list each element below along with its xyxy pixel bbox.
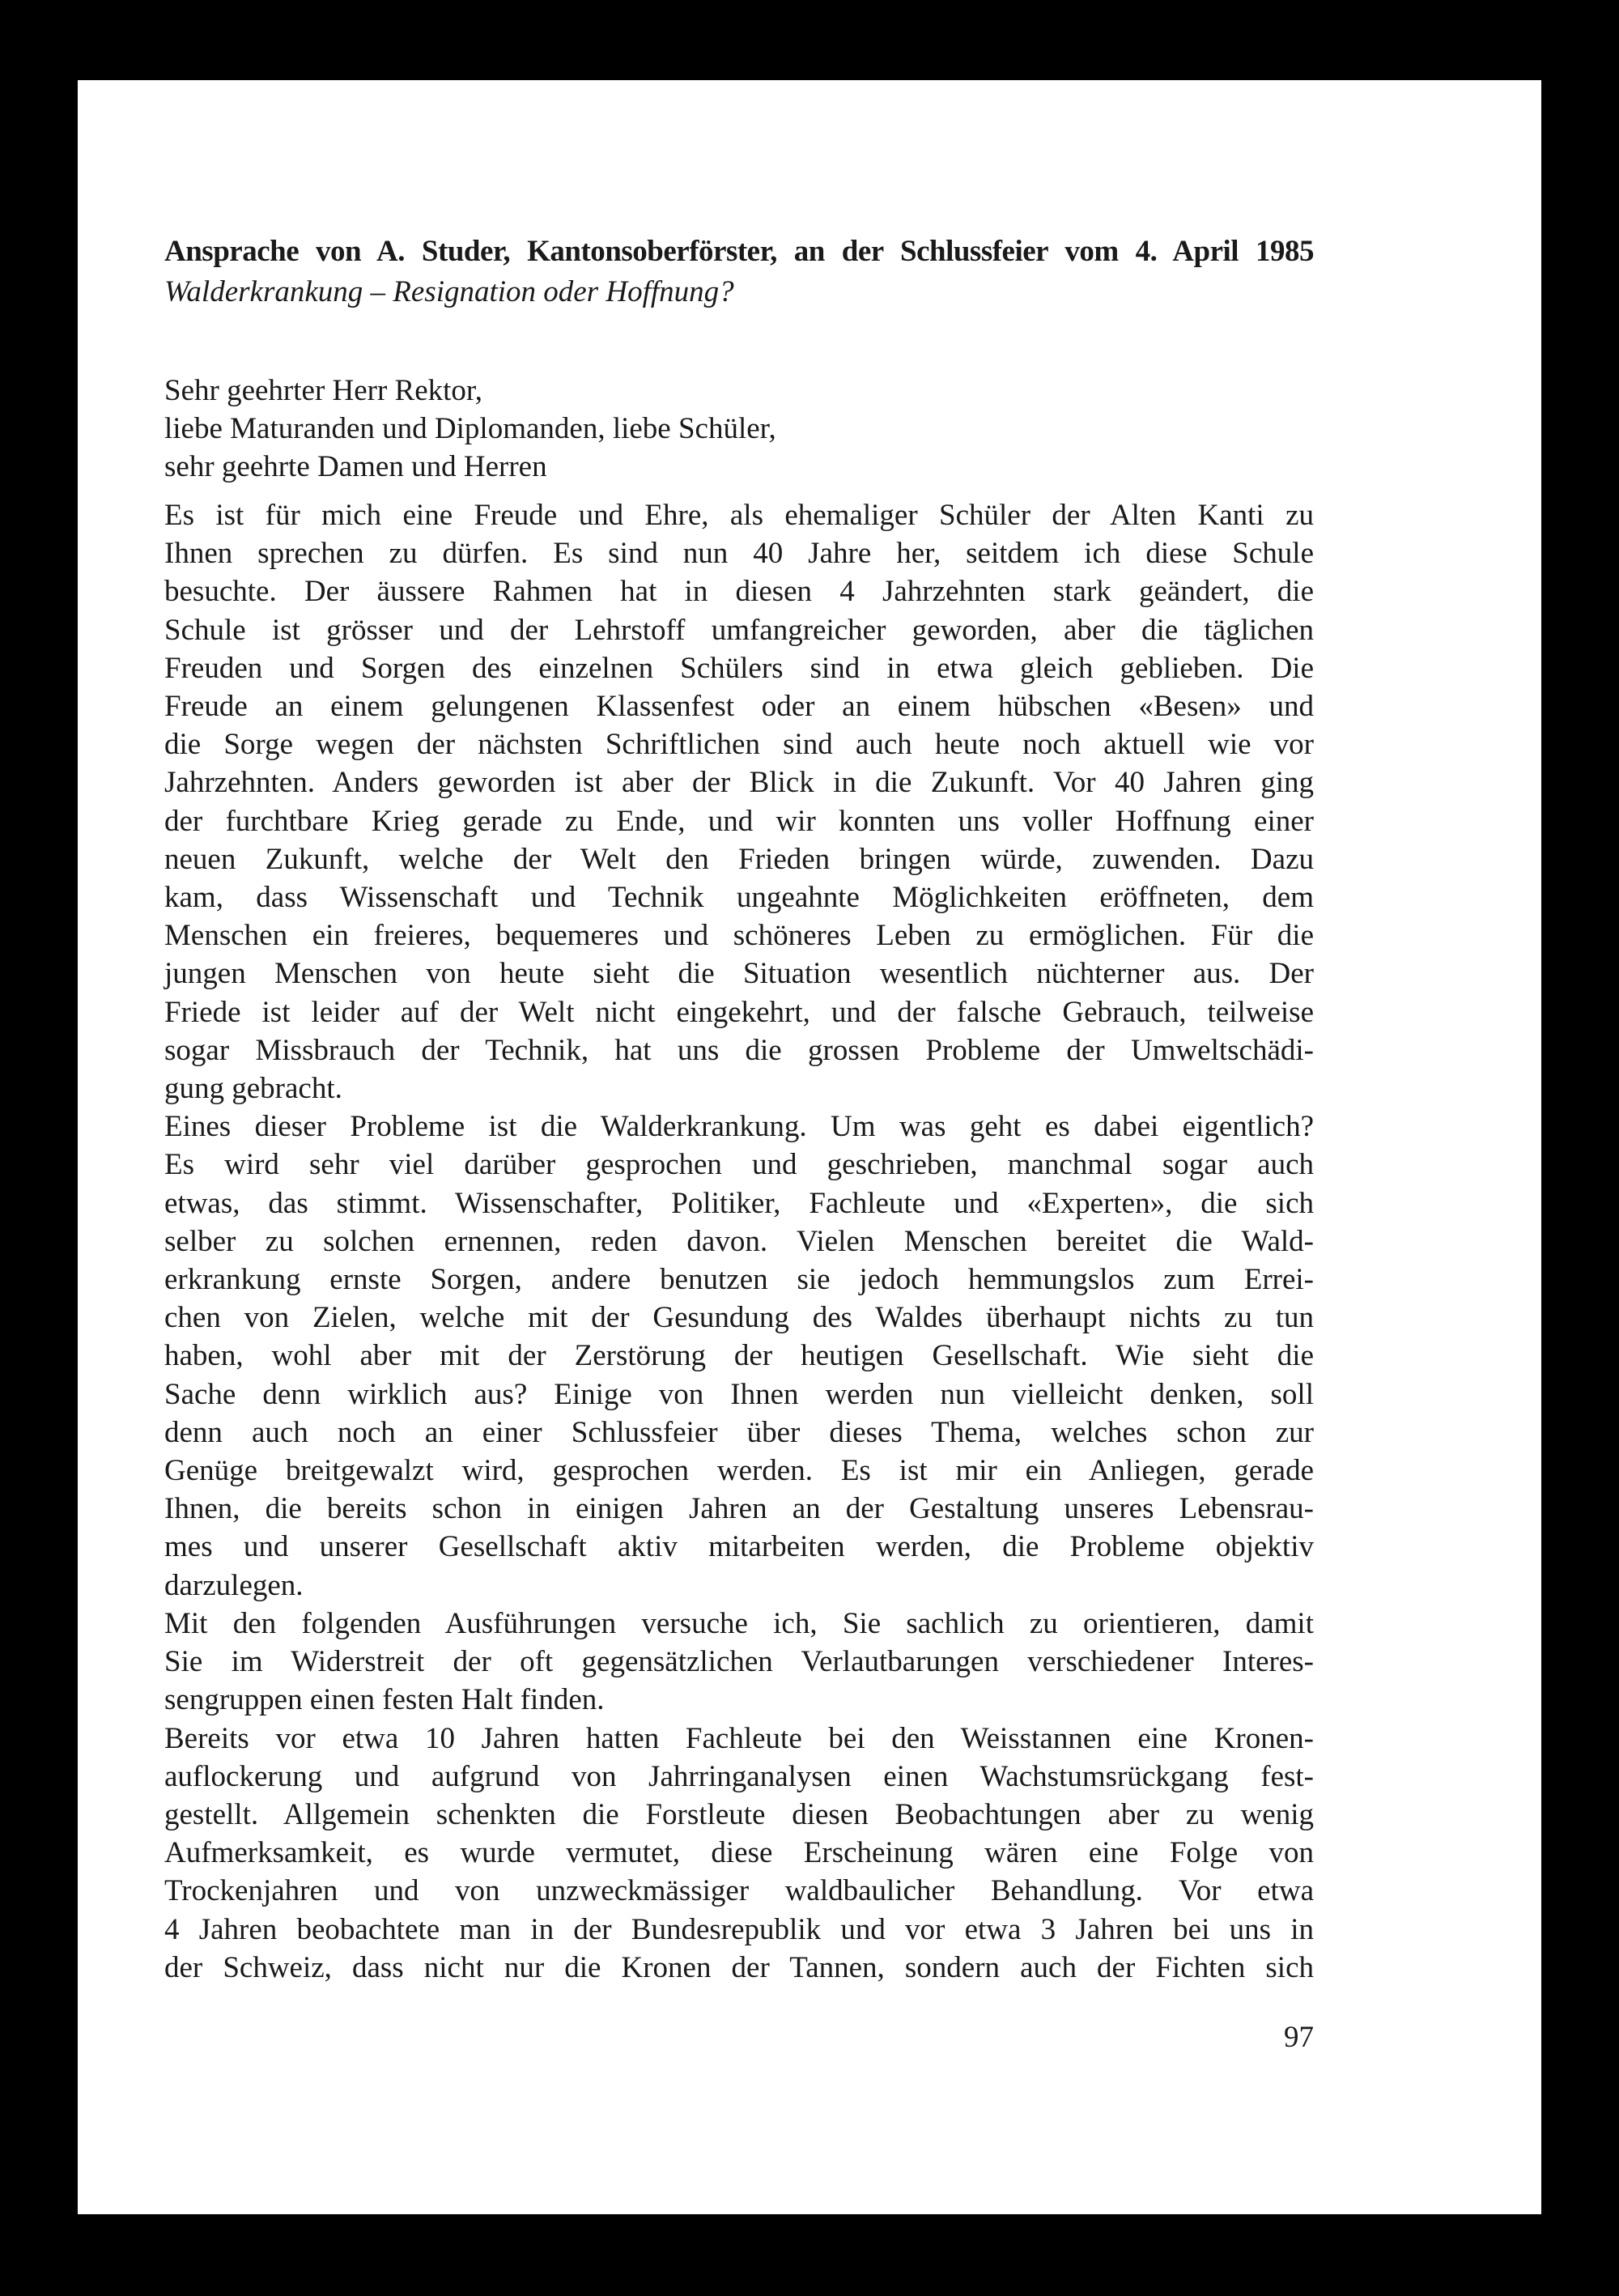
text-line: chen von Zielen, welche mit der Gesundung des Waldes überhaupt nichts zu tun xyxy=(164,1301,1314,1335)
text-line: erkrankung ernste Sorgen, andere benutzen sie jedoch hemmungslos zum Errei- xyxy=(164,1263,1314,1297)
salutation-line: Sehr geehrter Herr Rektor, xyxy=(164,374,483,407)
text-line: jungen Menschen von heute sieht die Situation wesentlich nüchterner aus. Der xyxy=(164,957,1314,991)
text-line: neuen Zukunft, welche der Welt den Frieden bringen würde, zuwenden. Dazu xyxy=(164,842,1314,876)
text-line: etwas, das stimmt. Wissenschafter, Politiker, Fachleute und «Experten», die sich xyxy=(164,1186,1314,1220)
text-line: der Schweiz, dass nicht nur die Kronen der Tannen, sondern auch der Fichten sich xyxy=(164,1950,1314,1984)
text-line: Bereits vor etwa 10 Jahren hatten Fachleute bei den Weisstannen eine Kronen- xyxy=(164,1721,1314,1755)
text-line: 4 Jahren beobachtete man in der Bundesrepublik und vor etwa 3 Jahren bei uns in xyxy=(164,1912,1314,1946)
text-line: kam, dass Wissenschaft und Technik ungeahnte Möglichkeiten eröffneten, dem xyxy=(164,881,1314,915)
text-line: Es wird sehr viel darüber gesprochen und geschrieben, manchmal sogar auch xyxy=(164,1148,1314,1182)
text-line: Freude an einem gelungenen Klassenfest oder an einem hübschen «Besen» und xyxy=(164,690,1314,724)
salutation-line: liebe Maturanden und Diplomanden, liebe Schüler, xyxy=(164,412,776,445)
text-line: mes und unserer Gesellschaft aktiv mitarbeiten werden, die Probleme objektiv xyxy=(164,1530,1314,1564)
text-line: darzulegen. xyxy=(164,1568,304,1602)
text-line: die Sorge wegen der nächsten Schriftlichen sind auch heute noch aktuell wie vor xyxy=(164,728,1314,762)
text-line: besuchte. Der äussere Rahmen hat in diesen 4 Jahrzehnten stark geändert, die xyxy=(164,575,1314,609)
text-line: denn auch noch an einer Schlussfeier über dieses Thema, welches schon zur xyxy=(164,1415,1314,1449)
text-line: Sie im Widerstreit der oft gegensätzlichen Verlautbarungen verschiedener Interes- xyxy=(164,1645,1314,1679)
text-line: Menschen ein freieres, bequemeres und schöneres Leben zu ermöglichen. Für die xyxy=(164,919,1314,953)
text-line: sogar Missbrauch der Technik, hat uns die grossen Probleme der Umweltschädi- xyxy=(164,1033,1314,1067)
text-line: selber zu solchen ernennen, reden davon. Vielen Menschen bereitet die Wald- xyxy=(164,1224,1314,1258)
text-line: Genüge breitgewalzt wird, gesprochen werden. Es ist mir ein Anliegen, gerade xyxy=(164,1454,1314,1488)
text-line: Schule ist grösser und der Lehrstoff umfangreicher geworden, aber die täglichen xyxy=(164,613,1314,647)
text-line: auflockerung und aufgrund von Jahrringanalysen einen Wachstumsrückgang fest- xyxy=(164,1759,1314,1793)
text-line: Freuden und Sorgen des einzelnen Schülers sind in etwa gleich geblieben. Die xyxy=(164,651,1314,685)
text-line: Jahrzehnten. Anders geworden ist aber der Blick in die Zukunft. Vor 40 Jahren ging xyxy=(164,766,1314,800)
speech-subtitle: Walderkrankung – Resignation oder Hoffnung? xyxy=(164,275,734,308)
speech-title: Ansprache von A. Studer, Kantonsoberförster, an der Schlussfeier vom 4. April 1985 xyxy=(164,235,1314,268)
text-line: Trockenjahren und von unzweckmässiger waldbaulicher Behandlung. Vor etwa xyxy=(164,1874,1314,1908)
salutation xyxy=(164,372,776,486)
text-line: sengruppen einen festen Halt finden. xyxy=(164,1683,605,1717)
page-number: 97 xyxy=(1284,2021,1314,2054)
document-page xyxy=(78,80,1541,2214)
text-line: Friede ist leider auf der Welt nicht eingekehrt, und der falsche Gebrauch, teilweise xyxy=(164,995,1314,1029)
text-line: Es ist für mich eine Freude und Ehre, als ehemaliger Schüler der Alten Kanti zu xyxy=(164,499,1314,532)
text-line: Aufmerksamkeit, es wurde vermutet, diese Erscheinung wären eine Folge von xyxy=(164,1836,1314,1870)
text-line: gung gebracht. xyxy=(164,1072,342,1106)
text-line: haben, wohl aber mit der Zerstörung der heutigen Gesellschaft. Wie sieht die xyxy=(164,1339,1314,1373)
text-line: Mit den folgenden Ausführungen versuche ich, Sie sachlich zu orientieren, damit xyxy=(164,1606,1314,1640)
text-line: gestellt. Allgemein schenkten die Forstleute diesen Beobachtungen aber zu wenig xyxy=(164,1797,1314,1831)
salutation-line: sehr geehrte Damen und Herren xyxy=(164,450,547,483)
text-line: Ihnen, die bereits schon in einigen Jahren an der Gestaltung unseres Lebensrau- xyxy=(164,1492,1314,1526)
text-line: Sache denn wirklich aus? Einige von Ihnen werden nun vielleicht denken, soll xyxy=(164,1377,1314,1411)
body-text xyxy=(164,496,1314,1987)
text-line: Ihnen sprechen zu dürfen. Es sind nun 40 Jahre her, seitdem ich diese Schule xyxy=(164,537,1314,571)
text-line: Eines dieser Probleme ist die Walderkrankung. Um was geht es dabei eigentlich? xyxy=(164,1110,1314,1144)
text-line: der furchtbare Krieg gerade zu Ende, und wir konnten uns voller Hoffnung einer xyxy=(164,804,1314,838)
